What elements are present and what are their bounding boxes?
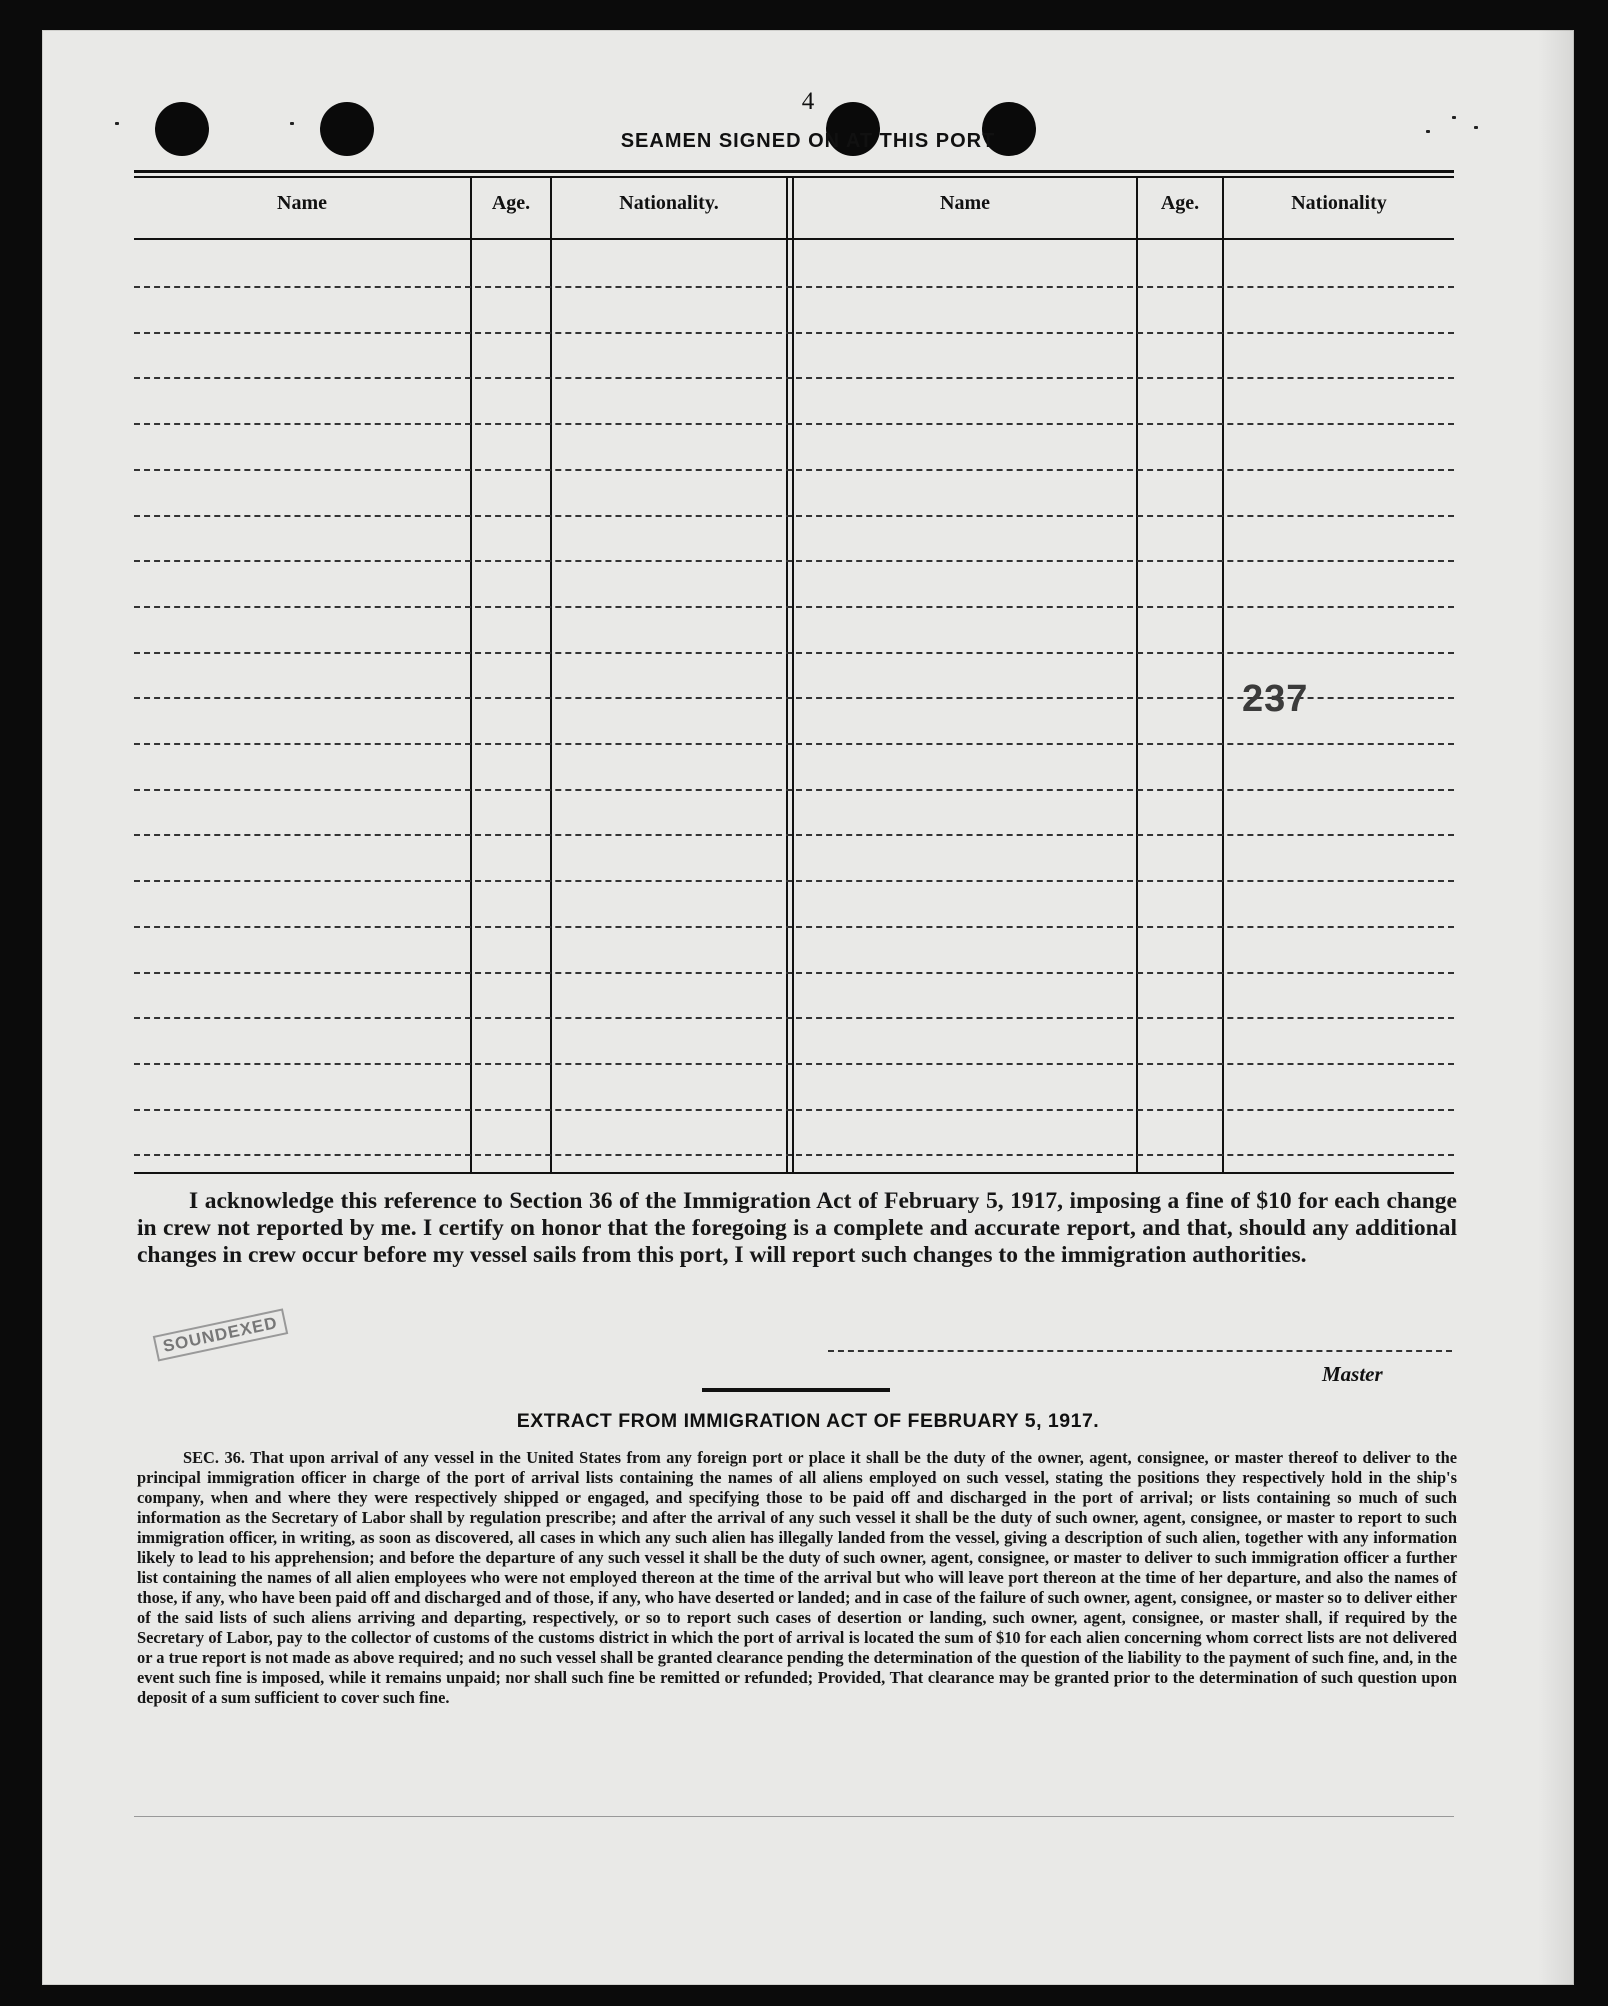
table-row xyxy=(134,560,1454,562)
scan-speck xyxy=(290,122,294,125)
table-row xyxy=(134,880,1454,882)
column-header-name: Name xyxy=(277,192,327,214)
column-divider xyxy=(1136,178,1138,1172)
acknowledgement-text: I acknowledge this reference to Section 36 of the Immigration Act of February 5, 1917, imposing a fine of $10 for each change in crew not reported by me. I certify on honor that the foregoing is a complete and accurate report, and that, should any additional changes in crew occur before my vessel sails from this port, I will report such changes to the immigration authorities. xyxy=(137,1188,1457,1268)
column-divider-center xyxy=(786,178,788,1172)
column-divider xyxy=(1222,178,1224,1172)
table-row xyxy=(134,834,1454,836)
table-row xyxy=(134,1063,1454,1065)
column-header-age: Age. xyxy=(491,192,531,214)
column-header-nationality: Nationality. xyxy=(619,192,719,214)
table-row xyxy=(134,972,1454,974)
table-row xyxy=(134,286,1454,288)
soundex-stamp: SOUNDEXED xyxy=(153,1308,288,1361)
table-row xyxy=(134,743,1454,745)
table-header-rule xyxy=(134,238,1454,240)
column-divider xyxy=(470,178,472,1172)
scan-speck xyxy=(115,122,119,125)
page-title: SEAMEN SIGNED ON AT THIS PORT xyxy=(620,130,996,152)
table-row xyxy=(134,332,1454,334)
section-divider xyxy=(702,1388,890,1392)
extract-body: SEC. 36. That upon arrival of any vessel in the United States from any foreign port or place it shall be the duty of the owner, agent, consignee, or master thereof to deliver to the principal immigration officer in charge of the port of arrival lists containing the names of all aliens employed on such vessel, stating the positions they respectively hold in the ship's company, when and where they were respectively shipped or engaged, and specifying those to be paid off and discharged in the port of arrival; or lists containing so much of such information as the Secretary of Labor shall by regulation prescribe; and after the arrival of any such vessel it shall be the duty of such owner, agent, consignee, or master to report to such immigration officer, in writing, as soon as discovered, all cases in which any such alien has illegally landed from the vessel, giving a description of such alien, together with any information likely to lead to his apprehension; and before the departure of any such vessel it shall be the duty of such owner, agent, consignee, or master to deliver to such immigration officer a further list containing the names of all alien employees who were not employed thereon at the time of the arrival but who will leave port thereon at the time of her departure, and also the names of those, if any, who have been paid off and discharged and of those, if any, who have deserted or landed; and in case of the failure of such owner, agent, consignee, or master so to deliver either of the said lists of such aliens arriving and departing, respectively, or so to report such cases of desertion or landing, such owner, agent, consignee, or master shall, if required by the Secretary of Labor, pay to the collector of customs of the customs district in which the port of arrival is located the sum of $10 for each alien concerning whom correct lists are not delivered or a true report is not made as above required; and no such vessel shall be granted clearance pending the determination of the question of the liability to the payment of such fine, and, in the event such fine is imposed, while it remains unpaid; nor shall such fine be remitted or refunded; Provided, That clearance may be granted prior to the determination of such question upon deposit of a sum sufficient to cover such fine. xyxy=(137,1448,1457,1707)
table-bottom-rule xyxy=(134,1172,1454,1174)
table-row xyxy=(134,652,1454,654)
table-row xyxy=(134,469,1454,471)
signature-label: Master xyxy=(1322,1362,1383,1386)
table-row xyxy=(134,926,1454,928)
scan-speck xyxy=(1474,126,1478,129)
table-row xyxy=(134,606,1454,608)
table-row xyxy=(134,789,1454,791)
table-row xyxy=(134,377,1454,379)
table-top-rule xyxy=(134,170,1454,173)
column-header-nationality-2: Nationality xyxy=(1291,192,1387,214)
column-header-age-2: Age. xyxy=(1160,192,1200,214)
column-divider-center xyxy=(792,178,794,1172)
page-number: 4 xyxy=(801,88,815,115)
column-header-name-2: Name xyxy=(940,192,990,214)
table-row xyxy=(134,515,1454,517)
signature-line[interactable] xyxy=(828,1350,1452,1352)
table-row xyxy=(134,1017,1454,1019)
document-page xyxy=(42,30,1574,1985)
table-top-rule-2 xyxy=(134,176,1454,178)
extract-title: EXTRACT FROM IMMIGRATION ACT OF FEBRUARY 5, 1917. xyxy=(516,1410,1100,1432)
bottom-rule xyxy=(134,1816,1454,1817)
stamp-number: 237 xyxy=(1242,678,1309,720)
column-divider xyxy=(550,178,552,1172)
scan-speck xyxy=(1452,116,1456,119)
table-row xyxy=(134,1154,1454,1156)
table-row xyxy=(134,423,1454,425)
table-row xyxy=(134,1109,1454,1111)
